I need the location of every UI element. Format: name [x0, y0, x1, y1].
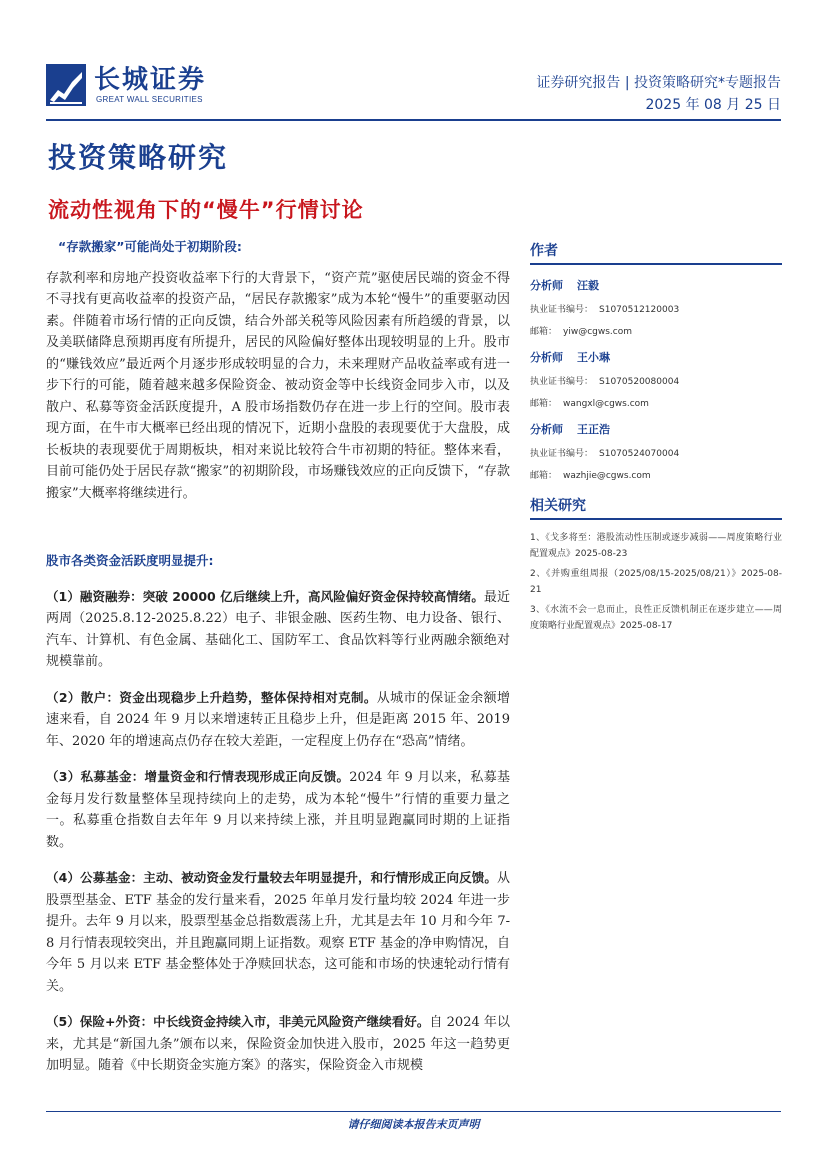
email-link[interactable]: wangxl@cgws.com [563, 399, 649, 409]
cert-label: 执业证书编号： [530, 377, 594, 387]
list-item [46, 586, 510, 673]
email-label: 邮箱： [530, 327, 558, 337]
report-type: 证券研究报告 | 投资策略研究*专题报告 [536, 75, 781, 91]
analyst-role: 分析师 [530, 351, 563, 364]
footer-disclaimer: 请仔细阅读本报告末页声明 [347, 1118, 480, 1131]
sidebar [530, 240, 782, 638]
analyst-block [530, 421, 782, 481]
list-item [46, 687, 510, 753]
cert-number: S1070512120003 [599, 305, 680, 315]
analyst-title [530, 349, 782, 365]
list-item [46, 766, 510, 853]
related-research-list [530, 530, 782, 634]
related-research-heading: 相关研究 [530, 495, 782, 520]
analyst-name: 王小琳 [577, 351, 610, 364]
analyst-role: 分析师 [530, 279, 563, 292]
analyst-title [530, 421, 782, 437]
analyst-cert [530, 374, 782, 387]
analyst-cert [530, 302, 782, 315]
cert-number: S1070524070004 [599, 449, 680, 459]
item-text: 2024 年 9 月以来，私募基金每月发行数量整体呈现持续向上的走势，成为本轮“慢牛”行情的重要力量之一。私募重仓指数自去年年 9 月以来持续上涨，并且明显跑赢同时期的上证指数。 [46, 770, 510, 850]
item-text: 从股票型基金、ETF 基金的发行量来看，2025 年单月发行量均较 2024 年进一步提升。去年 9 月以来，股票型基金总指数震荡上升，尤其是去年 10 月和今年 7-8 月行情表现较突出，并且跑赢同期上证指数。观察 ETF 基金的净申购情况，自今年 5 月以来 ETF 基金整体处于净赎回状态，这可能和市场的快速轮动行情有关。 [46, 871, 510, 994]
analyst-title [530, 277, 782, 293]
header-divider [46, 119, 781, 121]
related-research-link[interactable]: 3、《水流不会一息而止，良性正反馈机制正在逐步建立——周度策略行业配置观点》2025-08-17 [530, 605, 782, 631]
analyst-name: 王正浩 [577, 423, 610, 436]
section-paragraph: 存款利率和房地产投资收益率下行的大背景下，“资产荒”驱使居民端的资金不得不寻找有更高收益率的投资产品，“居民存款搬家”成为本轮“慢牛”的重要驱动因素。伴随着市场行情的正向反馈，结合外部关税等风险因素有所趋缓的背景，以及美联储降息预期再度有所提升，居民的风险偏好整体出现较明显的上升。股市的“赚钱效应”最近两个月逐步形成较明显的合力，未来理财产品收益率或有进一步下行的可能，随着越来越多保险资金、被动资金等中长线资金同步入市，以及散户、私募等资金活跃度提升，A 股市场指数仍存在进一步上行的空间。股市表现方面，在牛市大概率已经出现的情况下，近期小盘股的表现要优于大盘股，成长板块的表现要优于周期板块，相对来说比较符合牛市初期的特征。整体来看，目前可能仍处于居民存款“搬家”的初期阶段，市场赚钱效应的正向反馈下，“存款搬家”大概率将继续进行。 [46, 270, 510, 501]
related-research-link[interactable]: 1、《戈多将至：港股流动性压制或逐步减弱——周度策略行业配置观点》2025-08-23 [530, 533, 782, 559]
analyst-email [530, 396, 782, 409]
analyst-email [530, 468, 782, 481]
item-heading: （4）公募基金：主动、被动资金发行量较去年明显提升，和行情形成正向反馈。 [46, 870, 497, 885]
analyst-block [530, 277, 782, 337]
analyst-name: 汪毅 [577, 279, 599, 292]
report-date: 2025 年 08 月 25 日 [645, 97, 781, 113]
logo-english-name: GREAT WALL SECURITIES [96, 95, 203, 104]
list-item [46, 867, 510, 997]
report-meta [536, 72, 781, 116]
logo-chinese-name: 长城证券 [94, 65, 207, 95]
analyst-email [530, 324, 782, 337]
item-heading: （1）融资融券：突破 20000 亿后继续上升，高风险偏好资金保持较高情绪。 [46, 588, 484, 604]
main-content [46, 236, 510, 1077]
email-link[interactable]: wazhjie@cgws.com [563, 471, 651, 481]
section-title-fund-activity: 股市各类资金活跃度明显提升: [46, 553, 214, 568]
email-label: 邮箱： [530, 471, 558, 481]
section-title-deposit-shift: “存款搬家”可能尚处于初期阶段: [58, 239, 242, 254]
item-heading: （2）散户：资金出现稳步上升趋势，整体保持相对克制。 [46, 689, 377, 705]
email-link[interactable]: yiw@cgws.com [563, 327, 632, 337]
cert-label: 执业证书编号： [530, 305, 594, 315]
authors-heading: 作者 [530, 240, 782, 265]
analyst-block [530, 349, 782, 409]
company-logo [46, 64, 226, 106]
item-text: 最近两周（2025.8.12-2025.8.22）电子、非银金融、医药生物、电力设备、银行、汽车、计算机、有色金属、基础化工、国防军工、食品饮料等行业两融余额绝对规模靠前。 [46, 589, 510, 669]
item-heading: （5）保险+外资：中长线资金持续入市，非美元风险资产继续看好。 [46, 1014, 430, 1029]
analyst-role: 分析师 [530, 423, 563, 436]
item-text: 自 2024 年以来，尤其是“新国九条”颁布以来，保险资金加快进入股市，2025 年这一趋势更加明显。随着《中长期资金实施方案》的落实，保险资金入市规模 [46, 1015, 510, 1073]
item-text: 从城市的保证金余额增速来看，自 2024 年 9 月以来增速转正且稳步上升，但是距离 2015 年、2019 年、2020 年的增速高点仍存在较大差距，一定程度上仍存在“恐高”情绪。 [46, 690, 510, 749]
great-wall-logo-icon [46, 64, 86, 106]
related-research-link[interactable]: 2、《并购重组周报（2025/08/15-2025/08/21）》2025-08-21 [530, 569, 782, 595]
cert-label: 执业证书编号： [530, 449, 594, 459]
footer-divider [46, 1111, 781, 1112]
list-item [46, 1011, 510, 1077]
item-heading: （3）私募基金：增量资金和行情表现形成正向反馈。 [46, 769, 350, 784]
email-label: 邮箱： [530, 399, 558, 409]
report-subtitle: 流动性视角下的“慢牛”行情讨论 [48, 198, 364, 222]
page-title: 投资策略研究 [48, 141, 229, 174]
cert-number: S1070520080004 [599, 377, 680, 387]
analyst-cert [530, 446, 782, 459]
